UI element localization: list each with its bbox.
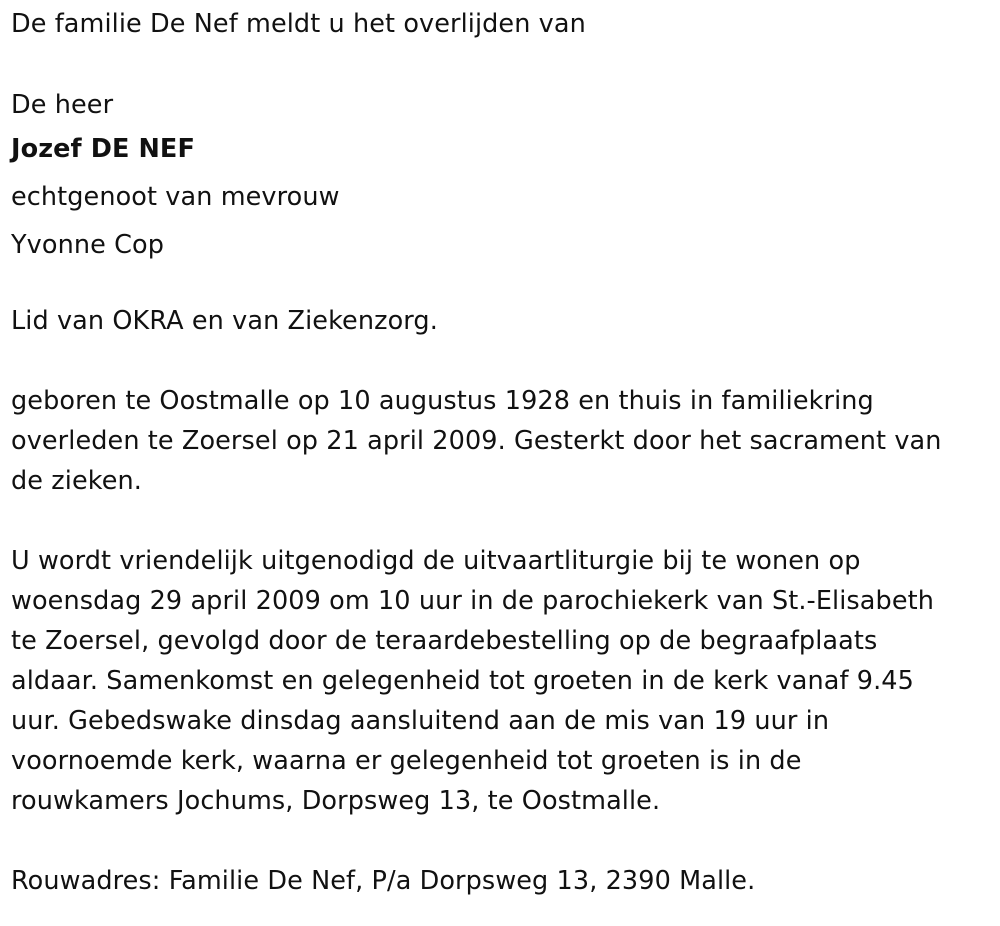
paragraph-line: aldaar. Samenkomst en gelegenheid tot groeten in de kerk vanaf 9.45: [11, 666, 914, 696]
paragraph-line: uur. Gebedswake dinsdag aansluitend aan de mis van 19 uur in: [11, 706, 830, 736]
paragraph-line: de zieken.: [11, 466, 142, 496]
funeral-paragraph: [11, 541, 986, 821]
membership-line: Lid van OKRA en van Ziekenzorg.: [11, 306, 438, 336]
paragraph-line: te Zoersel, gevolgd door de teraardebestelling op de begraafplaats: [11, 626, 878, 656]
deceased-name: Jozef DE NEF: [11, 134, 195, 164]
honorific: De heer: [11, 90, 114, 120]
paragraph-line: geboren te Oostmalle op 10 augustus 1928 en thuis in familiekring: [11, 386, 874, 416]
spouse-name: Yvonne Cop: [11, 230, 164, 260]
spacer: [11, 501, 986, 541]
spacer: [11, 44, 986, 85]
spacer: [11, 341, 986, 381]
intro-line: De familie De Nef meldt u het overlijden van: [11, 9, 586, 39]
paragraph-line: U wordt vriendelijk uitgenodigd de uitvaartliturgie bij te wonen op: [11, 546, 861, 576]
obituary-document: [11, 4, 986, 901]
paragraph-line: woensdag 29 april 2009 om 10 uur in de parochiekerk van St.-Elisabeth: [11, 586, 934, 616]
spacer: [11, 821, 986, 861]
paragraph-line: overleden te Zoersel op 21 april 2009. Gesterkt door het sacrament van: [11, 426, 942, 456]
mourning-address: Rouwadres: Familie De Nef, P/a Dorpsweg 13, 2390 Malle.: [11, 866, 756, 896]
birth-death-paragraph: [11, 381, 986, 501]
paragraph-line: rouwkamers Jochums, Dorpsweg 13, te Oostmalle.: [11, 786, 661, 816]
relation-line: echtgenoot van mevrouw: [11, 182, 340, 212]
paragraph-line: voornoemde kerk, waarna er gelegenheid tot groeten is in de: [11, 746, 802, 776]
spacer: [11, 269, 986, 301]
